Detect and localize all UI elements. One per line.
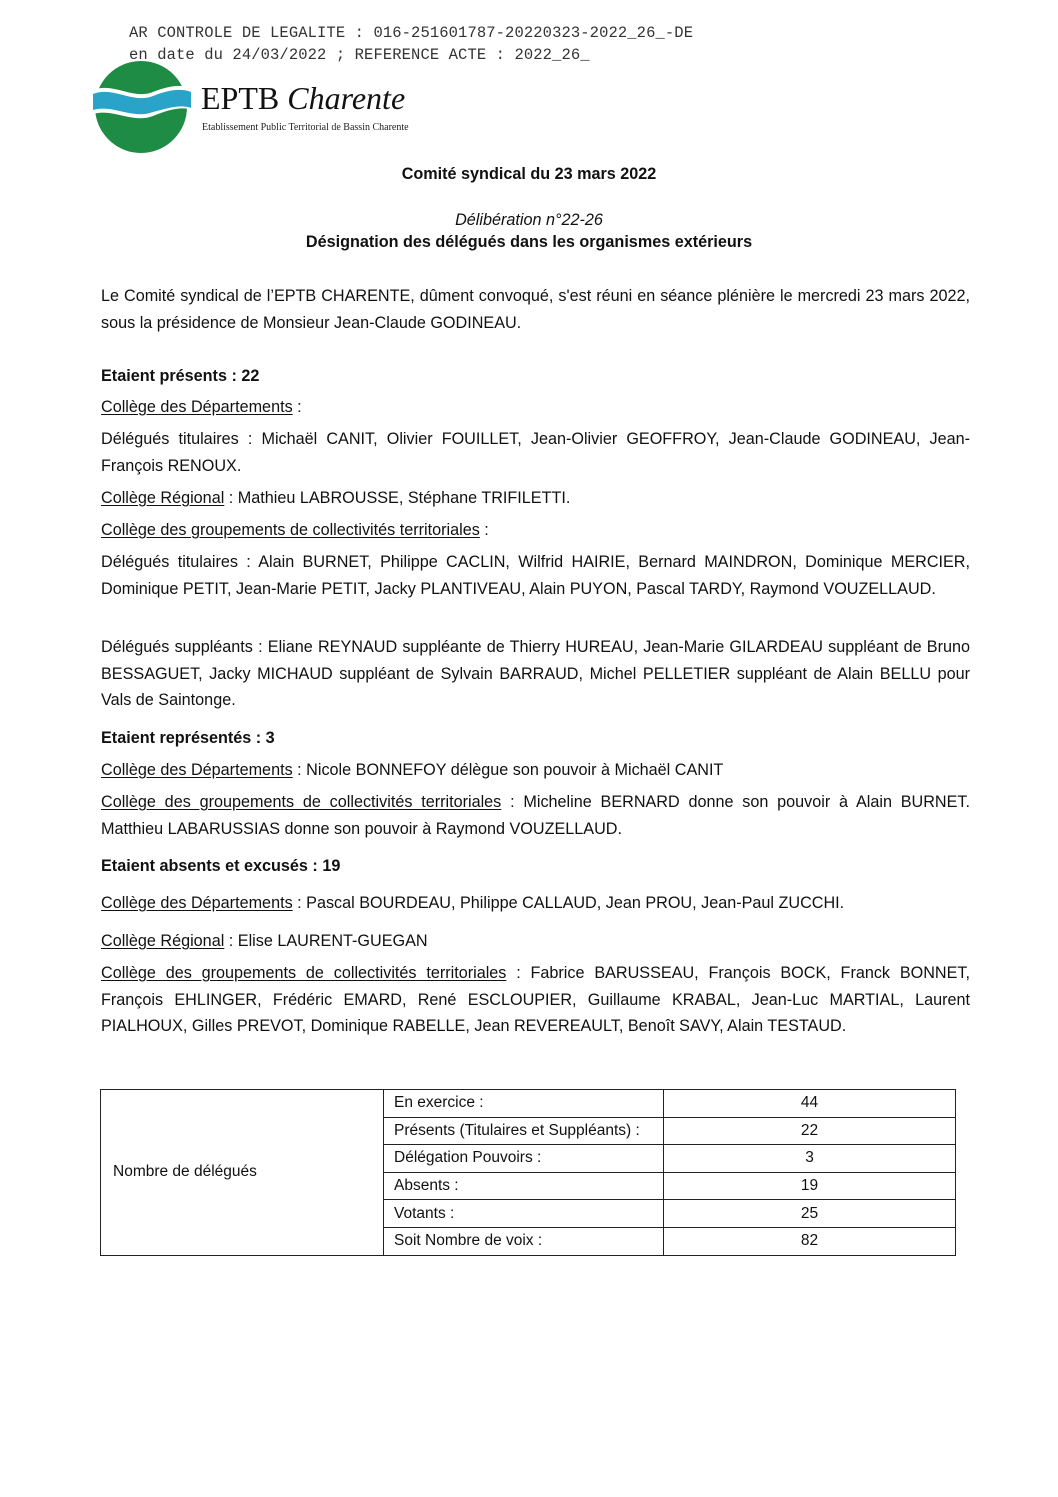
intro-paragraph: Le Comité syndical de l’EPTB CHARENTE, dûment convoqué, s'est réuni en séance plénière le mercredi 23 mars 2022, sous la présidence de Monsieur Jean-Claude GODINEAU.	[101, 287, 970, 332]
row-header-nombre-delegues: Nombre de délégués	[101, 1090, 384, 1256]
presents-departements-line: Collège des Départements :	[101, 398, 302, 416]
stat-value: 44	[664, 1090, 956, 1118]
deliberation-subject: Désignation des délégués dans les organismes extérieurs	[305, 233, 753, 251]
stat-label: Délégation Pouvoirs :	[384, 1145, 664, 1173]
stat-label: Votants :	[384, 1200, 664, 1228]
college-departements-label: Collège des Départements	[101, 398, 293, 416]
college-regional-label: Collège Régional	[101, 489, 225, 507]
absent-regional: Collège Régional : Elise LAURENT-GUEGAN	[101, 932, 428, 950]
presents-regional-line: Collège Régional : Mathieu LABROUSSE, Stéphane TRIFILETTI.	[101, 489, 571, 507]
stat-value: 22	[664, 1117, 956, 1145]
logo-title: EPTB Charente	[201, 80, 406, 116]
presents-titulaires: Délégués titulaires : Alain BURNET, Philippe CACLIN, Wilfrid HAIRIE, Bernard MAINDRON, Dominique MERCIER, Dominique PETIT, Jean-Marie PETIT, Jacky PLANTIVEAU, Alain PUYON, Pascal TARDY, Raymond VOUZELLAUD.	[101, 553, 970, 598]
absent-groupements: Collège des groupements de collectivités territoriales : Fabrice BARUSSEAU, François BOCK, Franck BONNET, François EHLINGER, Frédéric EMARD, René ESCLOUPIER, Guillaume KRABAL, Jean-Luc MARTIAL, Laurent PIALHOUX, Gilles PREVOT, Dominique RABELLE, Jean REVEREAULT, Benoît SAVY, Alain TESTAUD.	[101, 964, 970, 1035]
stamp-line-2: en date du 24/03/2022 ; REFERENCE ACTE : 2022_26_	[129, 46, 590, 64]
stamp-line-1: AR CONTROLE DE LEGALITE : 016-251601787-20220323-2022_26_-DE	[129, 24, 694, 42]
stat-value: 82	[664, 1227, 956, 1255]
college-regional-label: Collège Régional	[101, 932, 225, 950]
logo-subtitle: Etablissement Public Territorial de Bassin Charente	[202, 122, 409, 133]
college-departements-label: Collège des Départements	[101, 894, 293, 912]
college-groupements-label: Collège des groupements de collectivités territoriales	[101, 793, 502, 811]
presents-departements-delegates: Délégués titulaires : Michaël CANIT, Olivier FOUILLET, Jean-Olivier GEOFFROY, Jean-Claude GODINEAU, Jean-François RENOUX.	[101, 430, 970, 475]
absent-heading: Etaient absents et excusés : 19	[101, 857, 341, 875]
meeting-title: Comité syndical du 23 mars 2022	[401, 165, 657, 183]
college-departements-label: Collège des Départements	[101, 761, 293, 779]
stat-label: Absents :	[384, 1172, 664, 1200]
eptb-globe-icon	[93, 60, 193, 155]
represented-departements: Collège des Départements : Nicole BONNEFOY délègue son pouvoir à Michaël CANIT	[101, 761, 724, 779]
delegates-count-table	[100, 1089, 956, 1256]
stat-label: Soit Nombre de voix :	[384, 1227, 664, 1255]
eptb-logo	[93, 60, 433, 155]
stat-label: En exercice :	[384, 1090, 664, 1118]
stat-value: 3	[664, 1145, 956, 1173]
absent-departements: Collège des Départements : Pascal BOURDEAU, Philippe CALLAUD, Jean PROU, Jean-Paul ZUCCHI.	[101, 894, 845, 912]
presents-heading: Etaient présents : 22	[101, 367, 260, 385]
presents-suppleants: Délégués suppléants : Eliane REYNAUD suppléante de Thierry HUREAU, Jean-Marie GILARDEAU suppléant de Bruno BESSAGUET, Jacky MICHAUD suppléant de Sylvain BARRAUD, Michel PELLETIER suppléant de Alain BELLU pour Vals de Saintonge.	[101, 638, 970, 709]
represented-groupements: Collège des groupements de collectivités territoriales : Micheline BERNARD donne son pouvoir à Alain BURNET. Matthieu LABARUSSIAS donne son pouvoir à Raymond VOUZELLAUD.	[101, 793, 970, 838]
college-groupements-label: Collège des groupements de collectivités territoriales	[101, 964, 507, 982]
table-row	[101, 1090, 956, 1118]
stat-value: 19	[664, 1172, 956, 1200]
college-groupements-label: Collège des groupements de collectivités territoriales	[101, 521, 480, 539]
stat-value: 25	[664, 1200, 956, 1228]
represented-heading: Etaient représentés : 3	[101, 729, 275, 747]
presents-groupements-line: Collège des groupements de collectivités territoriales :	[101, 521, 489, 539]
stat-label: Présents (Titulaires et Suppléants) :	[384, 1117, 664, 1145]
deliberation-number: Délibération n°22-26	[455, 211, 603, 229]
